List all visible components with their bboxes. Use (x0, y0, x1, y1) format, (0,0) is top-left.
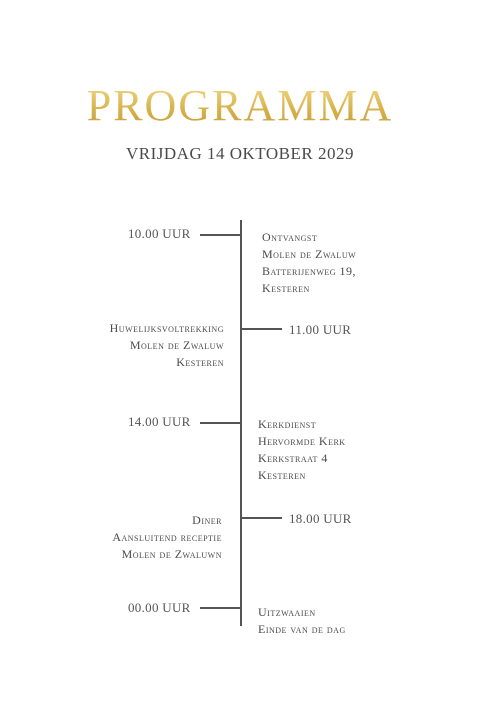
timeline-time: 11.00 UUR (289, 322, 352, 337)
page-title: PROGRAMMA (0, 80, 480, 131)
timeline-time: 14.00 UUR (128, 414, 191, 429)
timeline-tick (200, 234, 241, 236)
event-date: VRIJDAG 14 OKTOBER 2029 (126, 144, 354, 163)
event-line: Einde van de dag (258, 622, 346, 636)
event-line: Ontvangst (262, 230, 318, 244)
event-line: Kerkstraat 4 (258, 451, 328, 465)
event-line: Kerkdienst (258, 417, 317, 431)
timeline-event-details (262, 229, 356, 297)
timeline-event-details (258, 416, 346, 484)
event-line: Huwelijksvoltrekking (109, 321, 224, 335)
event-line: Aansluitend receptie (112, 530, 222, 544)
event-line: Kesteren (262, 281, 310, 295)
event-line: Molen de Zwaluwn (121, 547, 222, 561)
timeline-tick (200, 607, 241, 609)
event-line: Molen de Zwaluw (129, 338, 224, 352)
event-line: Uitzwaaien (258, 605, 316, 619)
event-line: Kesteren (258, 468, 306, 482)
event-line: Hervormde Kerk (258, 434, 346, 448)
timeline-event-details (258, 604, 346, 638)
event-line: Diner (192, 513, 222, 527)
timeline-event-details (112, 512, 222, 563)
timeline-tick (241, 328, 282, 330)
timeline-time: 10.00 UUR (128, 226, 191, 241)
timeline-event-details (110, 320, 224, 371)
timeline-tick (200, 422, 241, 424)
event-line: Kesteren (176, 355, 224, 369)
timeline-time: 18.00 UUR (289, 511, 352, 526)
timeline-tick (241, 517, 282, 519)
event-line: Batterijenweg 19, (262, 264, 357, 278)
timeline-time: 00.00 UUR (128, 600, 191, 615)
event-line: Molen de Zwaluw (262, 247, 357, 261)
